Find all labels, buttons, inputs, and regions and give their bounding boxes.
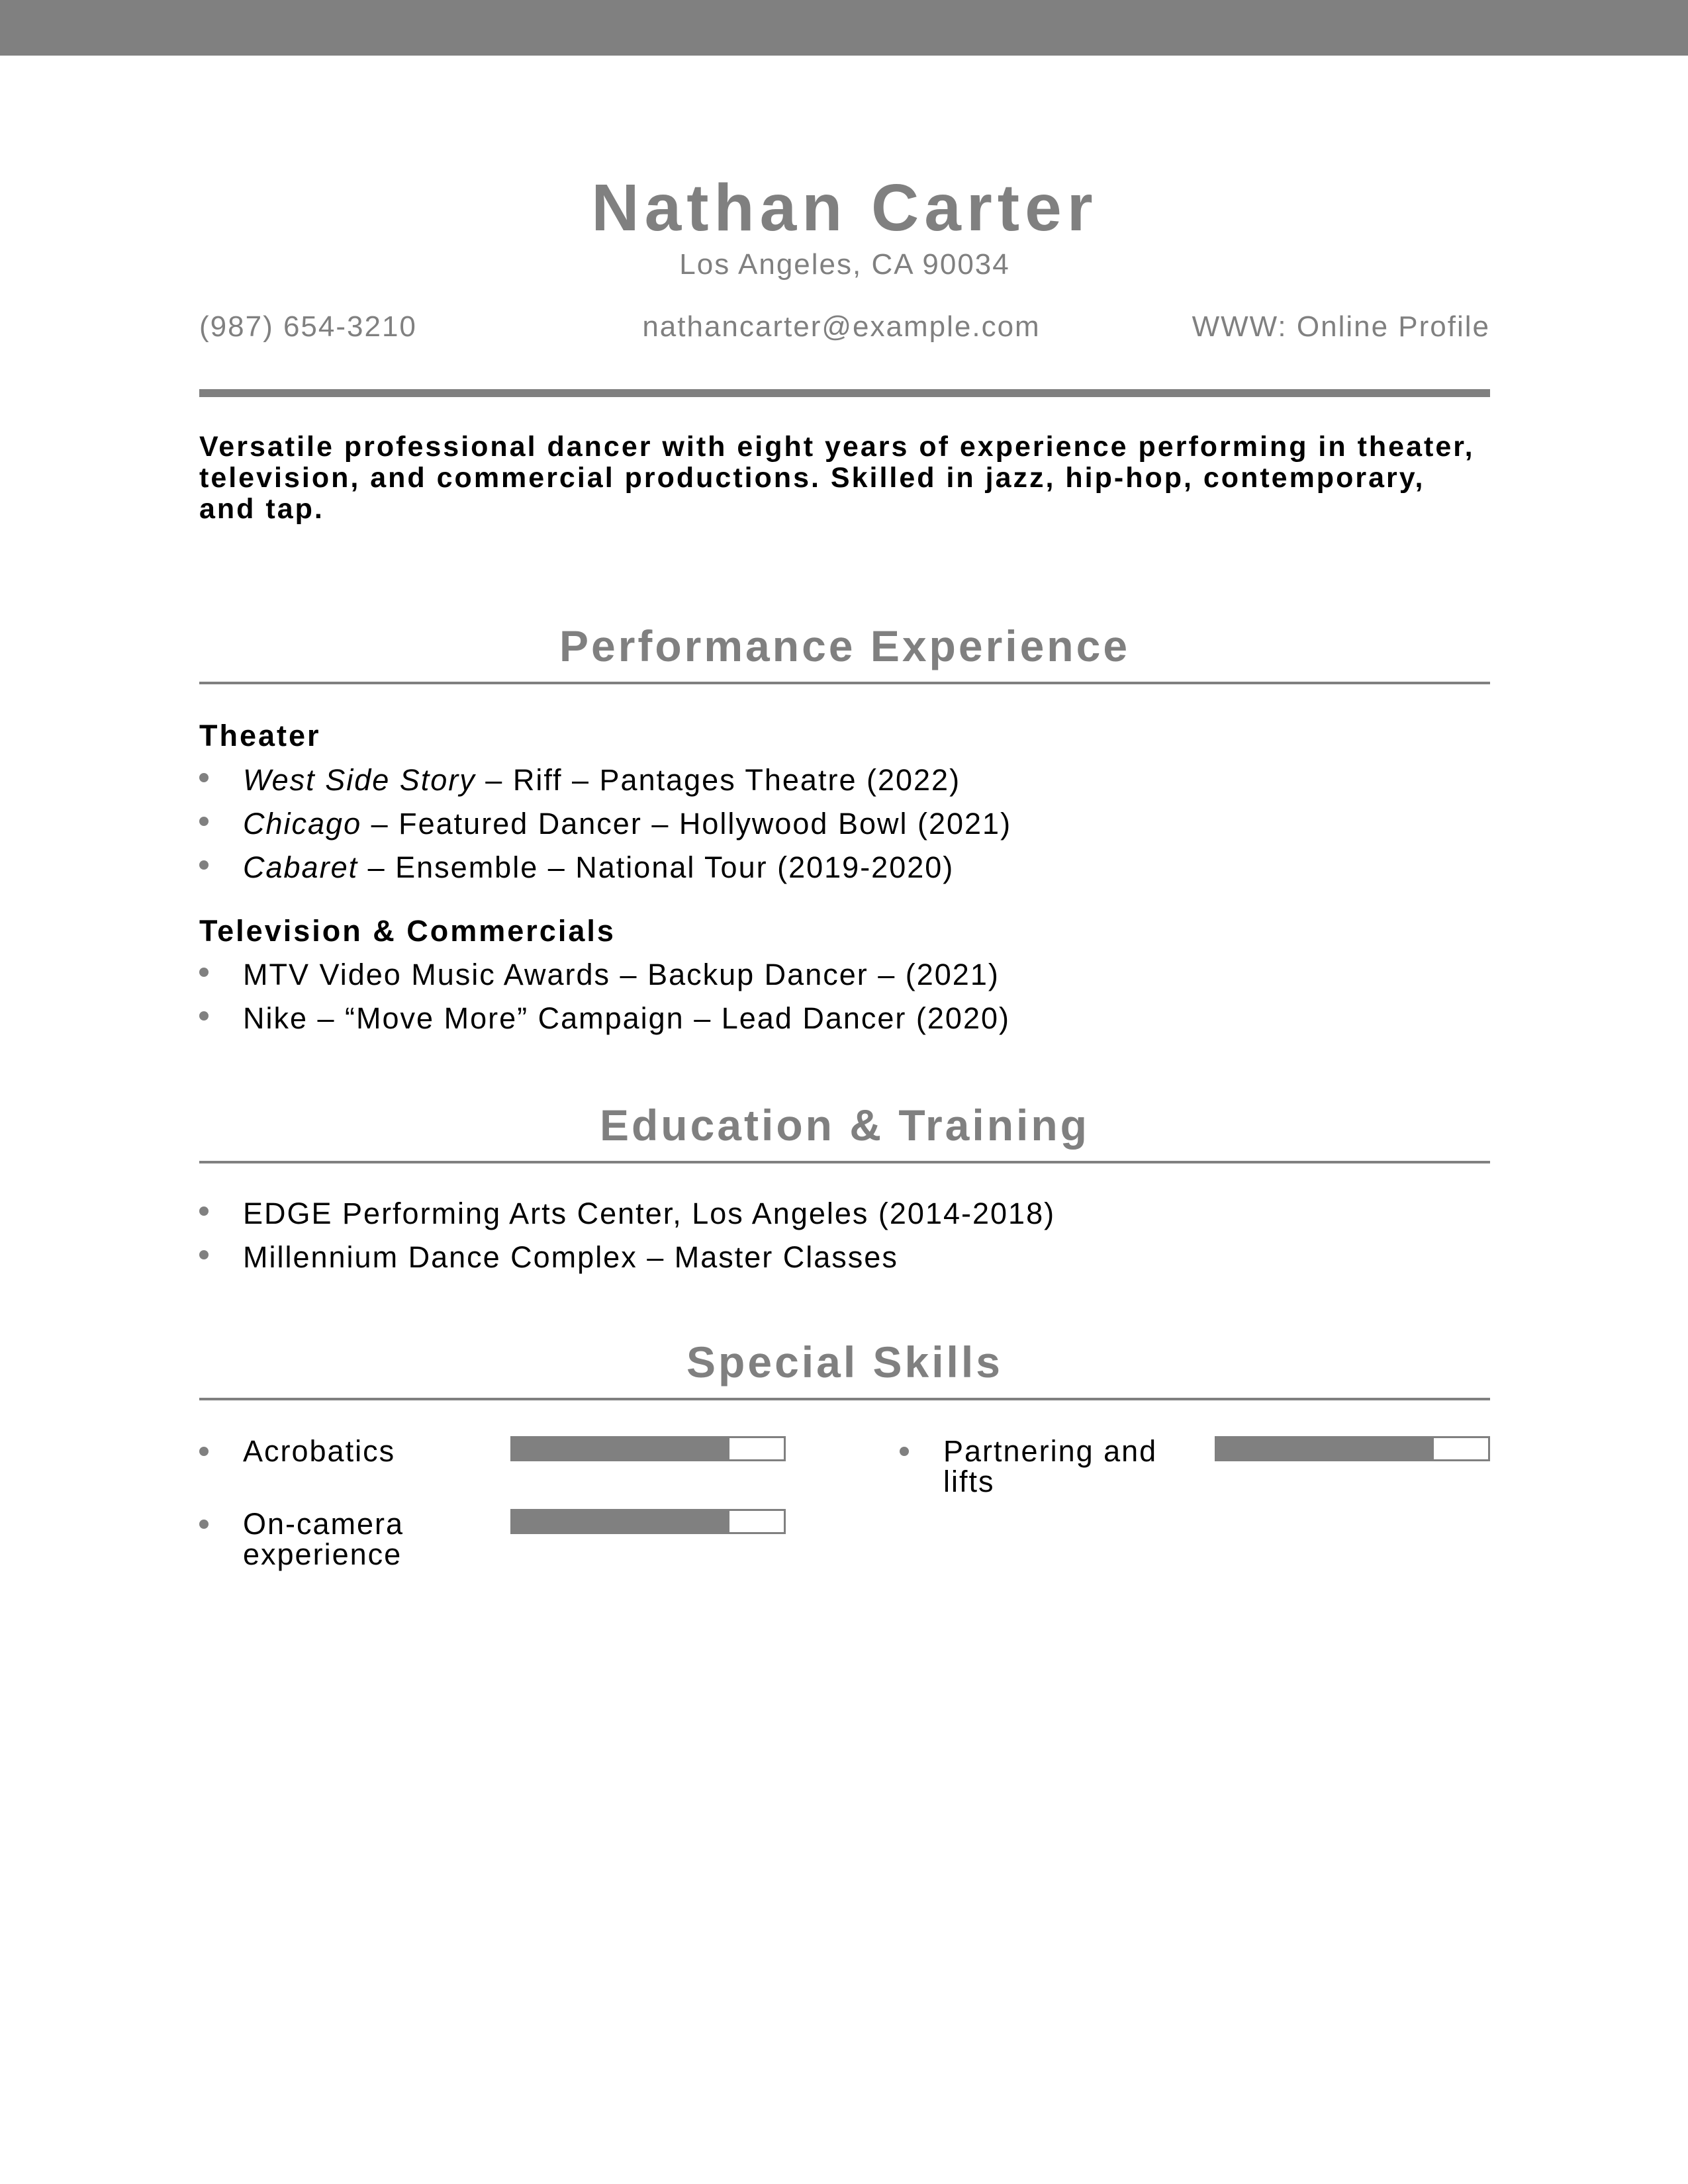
list-item-text: Millennium Dance Complex – Master Classes [243, 1240, 898, 1274]
education-list [199, 1196, 1490, 1283]
list-item [199, 806, 1490, 850]
section-divider [199, 1161, 1490, 1163]
bullet-icon [199, 860, 209, 870]
section-divider [199, 1398, 1490, 1400]
section-divider [199, 682, 1490, 684]
skill-item [900, 1436, 1490, 1509]
subheading-television: Television & Commercials [199, 914, 616, 948]
skill-level-fill [512, 1438, 729, 1459]
production-title: West Side Story [243, 763, 476, 797]
production-details: – Ensemble – National Tour (2019-2020) [358, 850, 955, 884]
list-item [199, 1001, 1490, 1044]
skill-level-bar [510, 1509, 786, 1534]
list-item [199, 957, 1490, 1001]
bullet-icon [199, 817, 209, 826]
bullet-icon [199, 1447, 209, 1456]
list-item [199, 1240, 1490, 1283]
bullet-icon [900, 1447, 909, 1456]
top-color-band [0, 0, 1688, 56]
theater-list [199, 762, 1490, 893]
skill-level-bar [510, 1436, 786, 1461]
subheading-theater: Theater [199, 719, 321, 752]
list-item-text: Nike – “Move More” Campaign – Lead Dancer (2020) [243, 1001, 1010, 1035]
production-details: – Featured Dancer – Hollywood Bowl (2021) [361, 807, 1012, 841]
skill-level-bar [1215, 1436, 1490, 1461]
website-link[interactable]: WWW: Online Profile [1192, 310, 1490, 343]
list-item [199, 850, 1490, 893]
bullet-icon [199, 1250, 209, 1259]
professional-summary: Versatile professional dancer with eight years of experience performing in theater, television, and commercial productions. Skilled in jazz, hip-hop, contemporary, and tap. [199, 431, 1475, 525]
bullet-icon [199, 968, 209, 977]
production-title: Chicago [243, 807, 362, 841]
contact-row [199, 311, 1490, 377]
bullet-icon [199, 1206, 209, 1216]
section-title-education: Education & Training [599, 1101, 1090, 1150]
production-title: Cabaret [243, 850, 359, 884]
skill-item [199, 1436, 788, 1509]
email-address[interactable]: nathancarter@example.com [642, 310, 1041, 343]
list-item-text: EDGE Performing Arts Center, Los Angeles (2014-2018) [243, 1197, 1056, 1230]
section-title-performance: Performance Experience [559, 621, 1131, 670]
address: Los Angeles, CA 90034 [679, 248, 1010, 281]
section-title-skills: Special Skills [686, 1338, 1003, 1387]
phone-number: (987) 654-3210 [199, 310, 417, 343]
skill-item [199, 1509, 788, 1582]
skill-level-fill [1217, 1438, 1434, 1459]
list-item [199, 762, 1490, 806]
bullet-icon [199, 1520, 209, 1529]
list-item-text: MTV Video Music Awards – Backup Dancer – (2021) [243, 958, 1000, 991]
bullet-icon [199, 1011, 209, 1021]
candidate-name: Nathan Carter [591, 171, 1098, 245]
skill-label: On-camera experience [243, 1507, 404, 1571]
bullet-icon [199, 773, 209, 782]
television-list [199, 957, 1490, 1044]
production-details: – Riff – Pantages Theatre (2022) [475, 763, 961, 797]
skill-label: Acrobatics [243, 1434, 396, 1468]
skill-label: Partnering and lifts [943, 1434, 1158, 1498]
list-item [199, 1196, 1490, 1240]
skill-level-fill [512, 1511, 729, 1532]
header-divider [199, 389, 1490, 397]
